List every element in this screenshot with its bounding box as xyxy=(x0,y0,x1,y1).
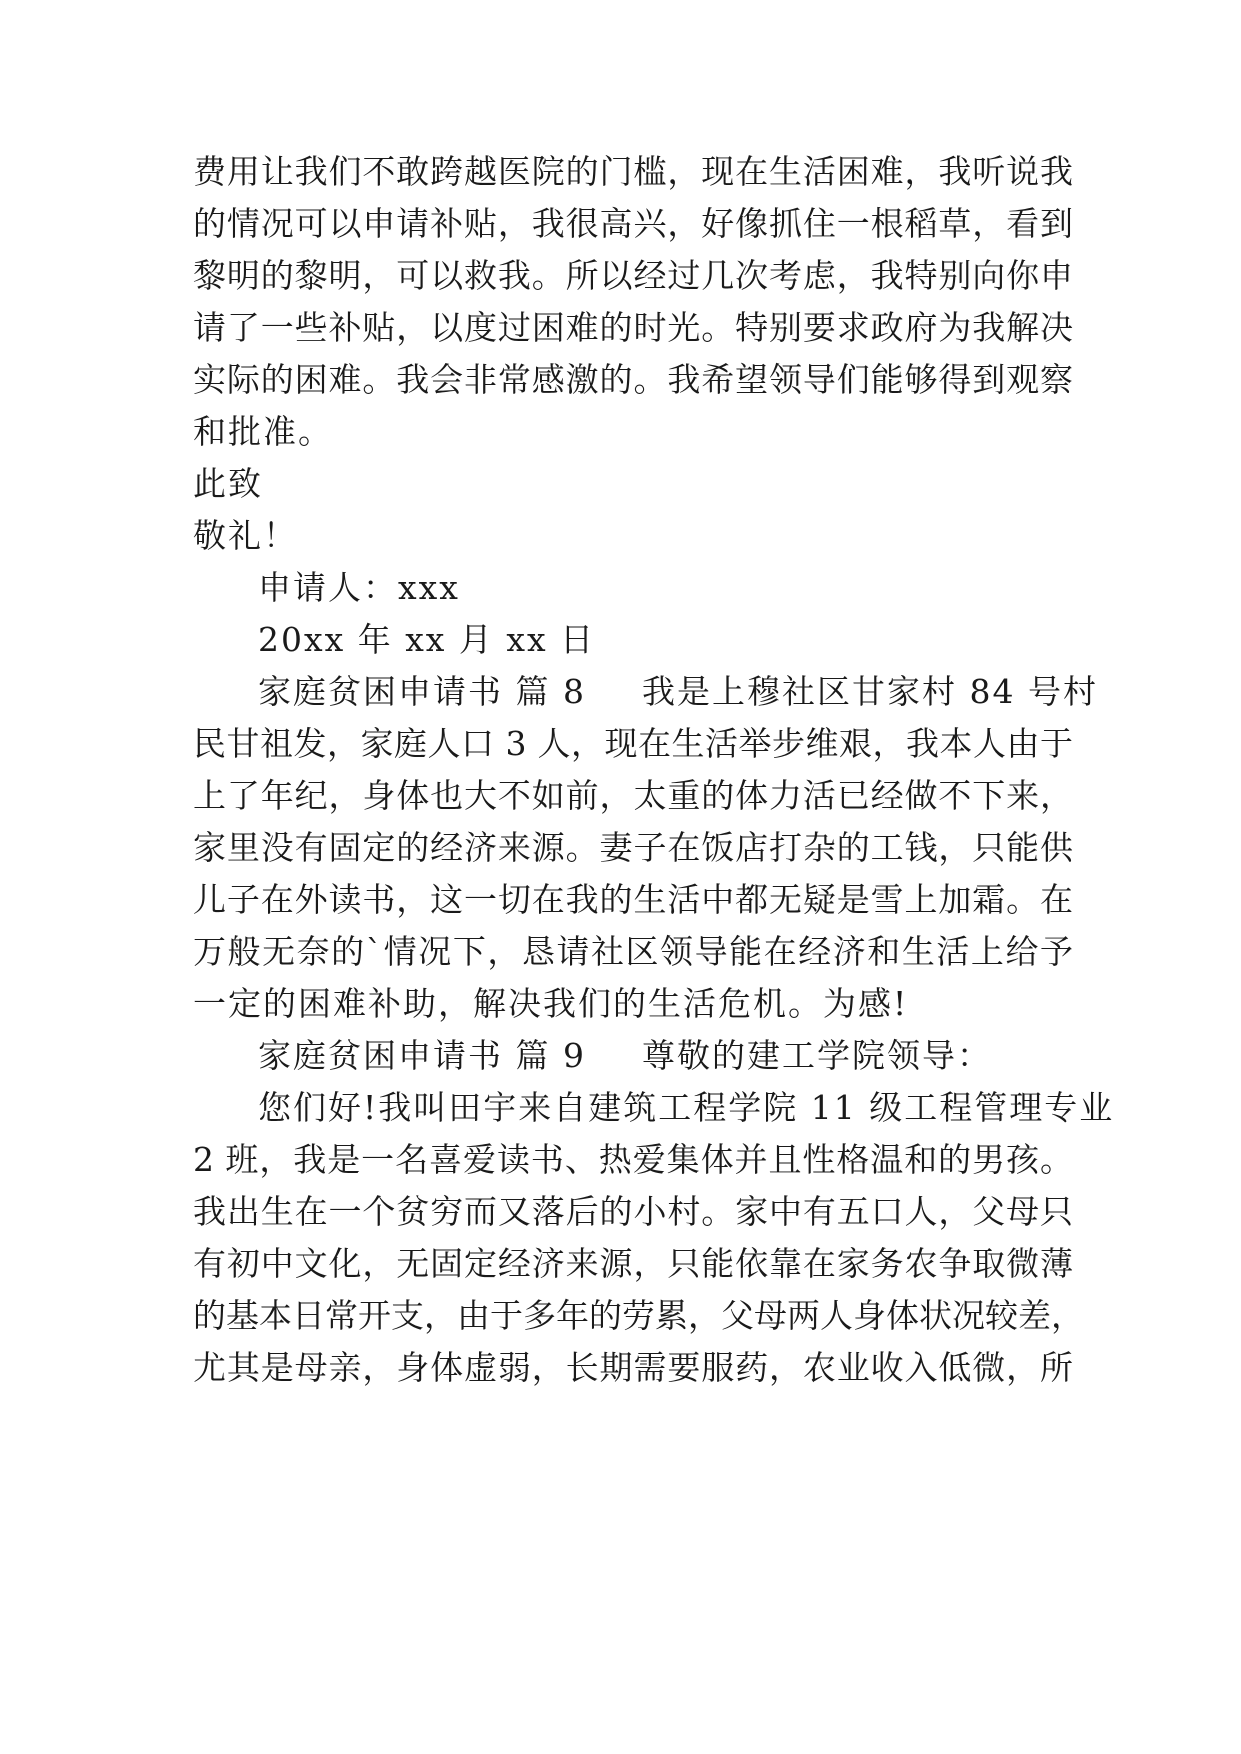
text-line: 儿子在外读书，这一切在我的生活中都无疑是雪上加霜。在 xyxy=(193,880,1073,919)
text-line: 我出生在一个贫穷而又落后的小村。家中有五口人，父母只 xyxy=(193,1192,1073,1231)
text-line: 请了一些补贴，以度过困难的时光。特别要求政府为我解决 xyxy=(193,308,1073,347)
section-8-text: 我是上穆社区甘家村 84 号村 xyxy=(641,672,1098,711)
application-date: 20xx 年 xx 月 xx 日 xyxy=(258,620,596,659)
text-line: 您们好!我叫田宇来自建筑工程学院 11 级工程管理专业 xyxy=(258,1088,1115,1127)
section-8-first-line xyxy=(258,672,1138,712)
text-line: 家里没有固定的经济来源。妻子在饭店打杂的工钱，只能供 xyxy=(193,828,1073,867)
text-line: 有初中文化，无固定经济来源，只能依靠在家务农争取微薄 xyxy=(193,1244,1073,1283)
text-line: 的情况可以申请补贴，我很高兴，好像抓住一根稻草，看到 xyxy=(193,204,1073,243)
section-9-text: 尊敬的建工学院领导： xyxy=(641,1036,992,1075)
text-line: 黎明的黎明，可以救我。所以经过几次考虑，我特别向你申 xyxy=(193,256,1073,295)
text-line: 费用让我们不敢跨越医院的门槛，现在生活困难，我听说我 xyxy=(193,152,1073,191)
section-8-heading: 家庭贫困申请书 篇 8 xyxy=(258,672,586,711)
closing-regards: 敬礼！ xyxy=(193,516,298,555)
text-line: 上了年纪，身体也大不如前，太重的体力活已经做不下来， xyxy=(193,776,1073,815)
closing-salutation: 此致 xyxy=(193,464,263,503)
text-line: 一定的困难补助，解决我们的生活危机。为感! xyxy=(193,984,909,1023)
text-line: 民甘祖发，家庭人口 3 人，现在生活举步维艰，我本人由于 xyxy=(193,724,1073,763)
text-line: 2 班，我是一名喜爱读书、热爱集体并且性格温和的男孩。 xyxy=(193,1140,1073,1179)
text-line: 的基本日常开支，由于多年的劳累，父母两人身体状况较差， xyxy=(193,1296,1084,1335)
text-line: 尤其是母亲，身体虚弱，长期需要服药，农业收入低微，所 xyxy=(193,1348,1073,1387)
section-9-first-line xyxy=(258,1036,1138,1076)
applicant-signature: 申请人：xxx xyxy=(258,568,460,607)
section-9-heading: 家庭贫困申请书 篇 9 xyxy=(258,1036,586,1075)
text-line: 实际的困难。我会非常感激的。我希望领导们能够得到观察 xyxy=(193,360,1073,399)
text-line: 万般无奈的`情况下，恳请社区领导能在经济和生活上给予 xyxy=(193,932,1073,971)
text-line: 和批准。 xyxy=(193,412,333,451)
